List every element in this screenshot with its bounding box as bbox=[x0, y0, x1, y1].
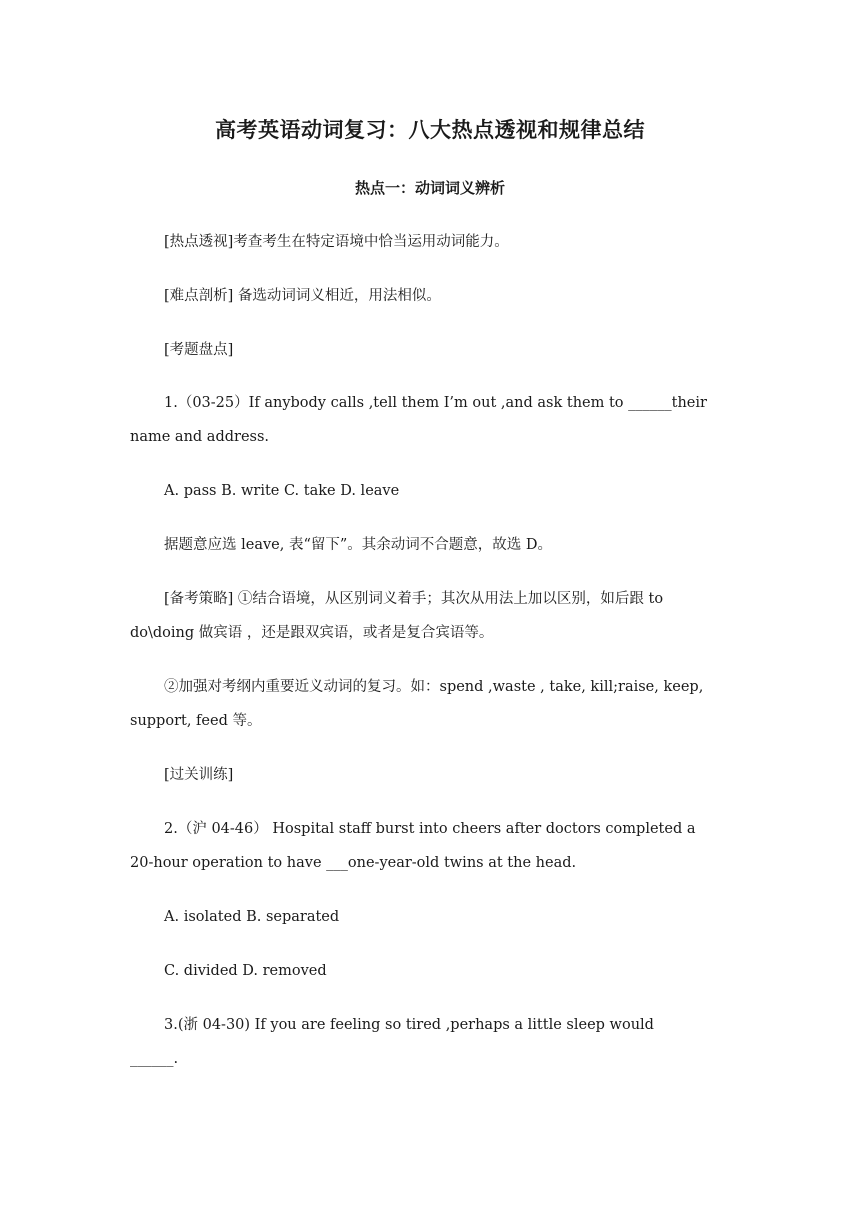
paragraph-exam-review: [考题盘点] bbox=[164, 342, 234, 358]
strategy-2-line-2: support, feed 等。 bbox=[130, 713, 262, 729]
question-1-answer: 据题意应选 leave, 表“留下”。其余动词不合题意，故选 D。 bbox=[164, 537, 553, 553]
document-title: 高考英语动词复习：八大热点透视和规律总结 bbox=[215, 118, 645, 142]
question-1-line-1: 1.（03-25）If anybody calls ,tell them I’m out ,and ask them to ______their bbox=[164, 395, 707, 411]
strategy-2-line-1: ②加强对考纲内重要近义动词的复习。如：spend ,waste , take, kill;raise, keep, bbox=[164, 679, 704, 695]
paragraph-difficulty: [难点剖析] 备选动词词义相近，用法相似。 bbox=[164, 288, 441, 304]
question-1-line-2: name and address. bbox=[130, 429, 270, 445]
paragraph-hotspot: [热点透视]考查考生在特定语境中恰当运用动词能力。 bbox=[164, 234, 509, 250]
question-3-line-2: ______. bbox=[130, 1051, 179, 1067]
question-3-line-1: 3.(浙 04-30) If you are feeling so tired ,perhaps a little sleep would bbox=[164, 1017, 654, 1033]
strategy-line-2: do\doing 做宾语 ，还是跟双宾语，或者是复合宾语等。 bbox=[130, 625, 494, 641]
question-2-options-c-d: C. divided D. removed bbox=[164, 963, 327, 979]
question-2-options-a-b: A. isolated B. separated bbox=[164, 909, 340, 925]
strategy-line-1: [备考策略] ①结合语境，从区别词义着手；其次从用法上加以区别，如后跟 to bbox=[164, 591, 664, 607]
practice-heading: [过关训练] bbox=[164, 767, 234, 783]
section-heading: 热点一：动词词义辨析 bbox=[354, 179, 505, 197]
question-2-line-1: 2.（沪 04-46） Hospital staff burst into cheers after doctors completed a bbox=[164, 821, 696, 837]
question-1-options: A. pass B. write C. take D. leave bbox=[164, 483, 400, 499]
question-2-line-2: 20-hour operation to have ___one-year-old twins at the head. bbox=[130, 855, 577, 871]
